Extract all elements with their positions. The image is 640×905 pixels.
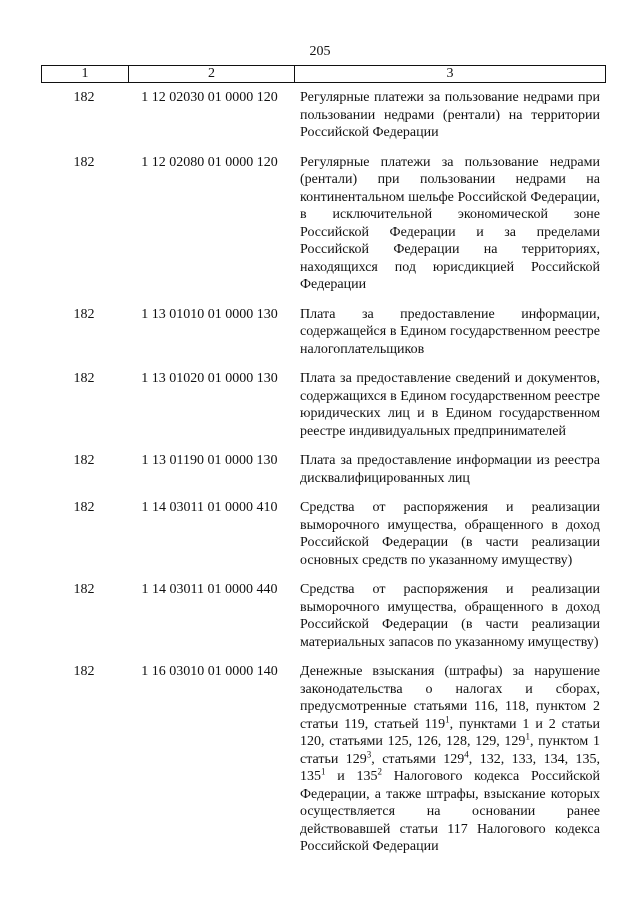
budget-code: 1 14 03011 01 0000 410 xyxy=(141,500,278,515)
income-description: Регулярные платежи за пользование недрами (рентали) при пользовании недрами на континентальном шельфе Российской Федерации, в исключительной экономической зоне Российской Федерации и за пределами Российской Федерации на территориях, находящихся под юрисдикцией Российской Федерации xyxy=(300,154,600,292)
admin-code: 182 xyxy=(73,371,95,386)
budget-code: 1 16 03010 01 0000 140 xyxy=(141,664,278,679)
desc-text: и 135 xyxy=(325,769,378,784)
admin-code: 182 xyxy=(73,582,95,597)
table-row xyxy=(41,499,606,569)
desc-text: , пунктом 1 статьи 129 xyxy=(300,734,600,767)
table-row xyxy=(41,89,606,142)
article-superscript: 1 xyxy=(321,766,326,777)
table-header xyxy=(41,65,606,83)
table-body xyxy=(41,89,606,868)
table-row xyxy=(41,154,606,294)
income-description: Средства от распоряжения и реализации выморочного имущества, обращенного в доход Российской Федерации (в части реализации материальных запасов по указанному имуществу) xyxy=(300,582,600,650)
article-superscript: 2 xyxy=(377,766,382,777)
article-superscript: 1 xyxy=(525,731,530,742)
header-col-3: 3 xyxy=(446,66,454,81)
admin-code: 182 xyxy=(73,306,95,322)
article-superscript: 4 xyxy=(464,748,469,759)
income-description: Плата за предоставление сведений и документов, содержащихся в Едином государственном реестре юридических лиц и в Едином государственном реестре индивидуальных предпринимателей xyxy=(300,371,600,439)
budget-code: 1 14 03011 01 0000 440 xyxy=(141,582,278,597)
admin-code: 182 xyxy=(73,664,95,679)
budget-code: 1 12 02030 01 0000 120 xyxy=(141,90,278,105)
desc-text: , статьями 129 xyxy=(371,751,465,767)
article-superscript: 3 xyxy=(366,748,372,759)
desc-text: Денежные взыскания (штрафы) за нарушение законодательства о налогах и сборах, предусмотренные статьями 116, 118, пунктом 2 статьи 119, статьей 119 xyxy=(300,664,600,732)
header-col-2: 2 xyxy=(129,66,295,82)
desc-text: , пунктами 1 и 2 статьи 120, статьями 125, 126, 128, 129, 129 xyxy=(300,716,600,749)
income-description xyxy=(292,663,600,856)
table-row xyxy=(41,370,606,440)
budget-code: 1 12 02080 01 0000 120 xyxy=(141,154,278,170)
income-description: Плата за предоставление информации из реестра дисквалифицированных лиц xyxy=(300,453,600,486)
admin-code: 182 xyxy=(73,500,95,515)
budget-code: 1 13 01020 01 0000 130 xyxy=(141,371,278,386)
income-description: Плата за предоставление информации, содержащейся в Едином государственном реестре налогоплательщиков xyxy=(300,306,600,357)
table-row xyxy=(41,452,606,487)
desc-text: Налогового кодекса Российской Федерации, а также штрафы, взыскание которых осуществляется на основании ранее действовавшей статьи 117 Налогового кодекса Российской Федерации xyxy=(300,769,600,854)
admin-code: 182 xyxy=(73,90,95,105)
article-superscript: 1 xyxy=(445,713,450,724)
page-number: 205 xyxy=(309,44,331,59)
admin-code: 182 xyxy=(73,453,95,468)
header-col-1: 1 xyxy=(42,66,129,82)
admin-code: 182 xyxy=(73,154,95,170)
income-description: Регулярные платежи за пользование недрами при пользовании недрами (рентали) на территории Российской Федерации xyxy=(300,90,600,140)
desc-text: , 132, 133, 134, 135, 135 xyxy=(300,751,601,784)
table-row xyxy=(41,663,606,856)
table-row xyxy=(41,581,606,651)
income-description: Средства от распоряжения и реализации выморочного имущества, обращенного в доход Российской Федерации (в части реализации основных средств по указанному имуществу) xyxy=(300,500,600,568)
table-row xyxy=(41,306,606,359)
budget-code: 1 13 01190 01 0000 130 xyxy=(141,453,278,468)
budget-code: 1 13 01010 01 0000 130 xyxy=(141,306,278,322)
